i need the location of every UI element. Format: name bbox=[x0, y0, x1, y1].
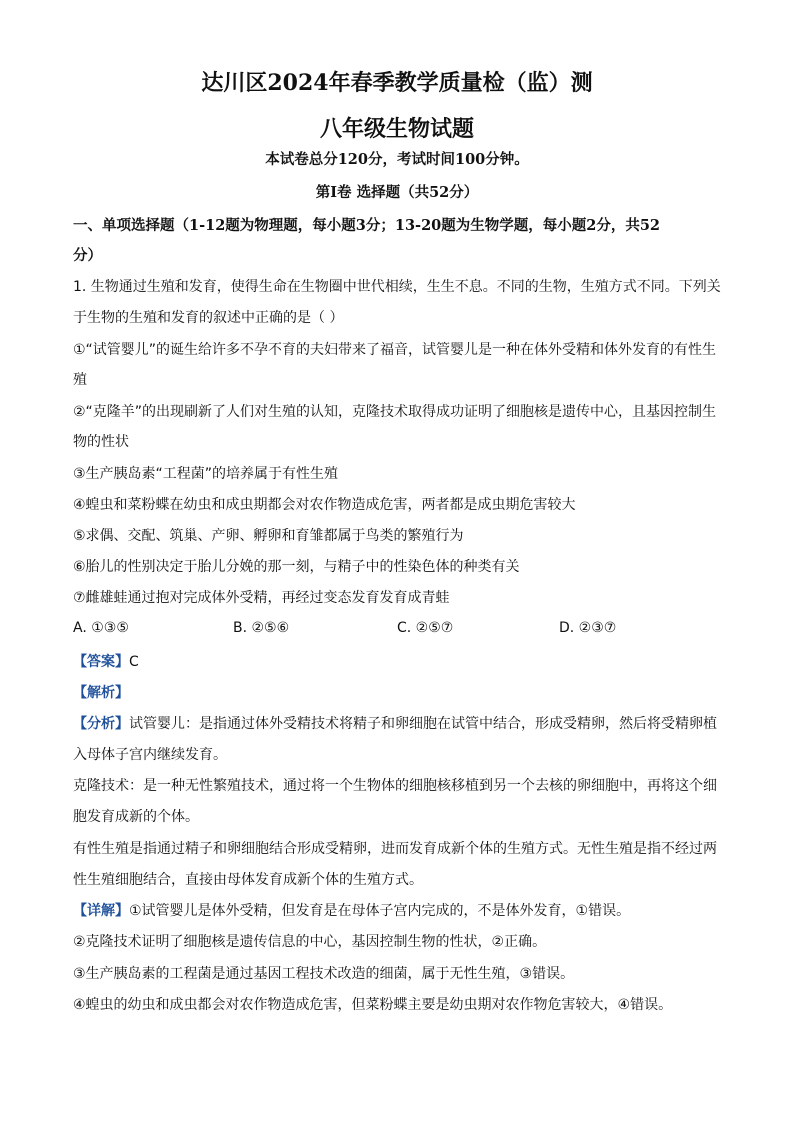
statement-2: ②“克隆羊”的出现刷新了人们对生殖的认知，克隆技术取得成功证明了细胞核是遗传中心，且基因控制生 bbox=[73, 404, 717, 420]
fenxi-text-cont: 入母体子宫内继续发育。 bbox=[73, 747, 227, 763]
statement-7: ⑦雌雄蛙通过抱对完成体外受精，再经过变态发育发育成青蛙 bbox=[73, 590, 450, 606]
option-d: D. ②③⑦ bbox=[559, 620, 617, 636]
statement-1: ①“试管婴儿”的诞生给许多不孕不育的夫妇带来了福音，试管婴儿是一种在体外受精和体外发育的有性生 bbox=[73, 342, 717, 358]
section-heading-cont: 分） bbox=[73, 247, 102, 264]
exam-title: 达川区2024年春季教学质量检（监）测 bbox=[201, 70, 593, 96]
detail-2: ②克隆技术证明了细胞核是遗传信息的中心，基因控制生物的性状，②正确。 bbox=[73, 934, 547, 950]
option-b: B. ②⑤⑥ bbox=[233, 620, 290, 636]
analysis-line bbox=[73, 682, 129, 702]
question-stem-cont: 于生物的生殖和发育的叙述中正确的是（ ） bbox=[73, 310, 344, 326]
exam-info: 本试卷总分120分，考试时间100分钟。 bbox=[265, 151, 529, 168]
statement-5: ⑤求偶、交配、筑巢、产卵、孵卵和育雏都属于鸟类的繁殖行为 bbox=[73, 528, 464, 544]
reproduction-text-cont: 性生殖细胞结合，直接由母体发育成新个体的生殖方式。 bbox=[73, 872, 423, 888]
detail-3: ③生产胰岛素的工程菌是通过基因工程技术改造的细菌，属于无性生殖，③错误。 bbox=[73, 966, 575, 982]
option-c: C. ②⑤⑦ bbox=[397, 620, 454, 636]
fenxi-line bbox=[73, 713, 717, 733]
statement-3: ③生产胰岛素“工程菌”的培养属于有性生殖 bbox=[73, 466, 339, 482]
statement-4: ④蝗虫和菜粉蝶在幼虫和成虫期都会对农作物造成危害，两者都是成虫期危害较大 bbox=[73, 497, 576, 513]
fenxi-label: 【分析】 bbox=[73, 716, 129, 732]
option-a: A. ①③⑤ bbox=[73, 620, 129, 636]
analysis-label: 【解析】 bbox=[73, 685, 129, 701]
detail-1: ①试管婴儿是体外受精，但发育是在母体子宫内完成的，不是体外发育，①错误。 bbox=[129, 903, 631, 919]
section-heading: 一、单项选择题（1-12题为物理题，每小题3分；13-20题为生物学题，每小题2分，共52 bbox=[73, 217, 661, 234]
fenxi-text: 试管婴儿：是指通过体外受精技术将精子和卵细胞在试管中结合，形成受精卵，然后将受精卵植 bbox=[129, 716, 717, 732]
statement-6: ⑥胎儿的性别决定于胎儿分娩的那一刻，与精子中的性染色体的种类有关 bbox=[73, 559, 520, 575]
answer-label: 【答案】 bbox=[73, 654, 129, 670]
detail-label: 【详解】 bbox=[73, 903, 129, 919]
answer-value: C bbox=[129, 654, 139, 670]
volume-heading: 第Ⅰ卷 选择题（共52分） bbox=[315, 184, 479, 201]
detail-line bbox=[73, 900, 630, 920]
question-stem: 1. 生物通过生殖和发育，使得生命在生物圈中世代相续，生生不息。不同的生物，生殖方式不同。下列关 bbox=[73, 279, 721, 295]
answer-line bbox=[73, 651, 139, 671]
statement-1-cont: 殖 bbox=[73, 372, 87, 388]
exam-subtitle: 八年级生物试题 bbox=[319, 116, 474, 142]
clone-text-cont: 胞发育成新的个体。 bbox=[73, 809, 199, 825]
reproduction-text: 有性生殖是指通过精子和卵细胞结合形成受精卵，进而发育成新个体的生殖方式。无性生殖是指不经过两 bbox=[73, 841, 717, 857]
clone-text: 克隆技术：是一种无性繁殖技术，通过将一个生物体的细胞核移植到另一个去核的卵细胞中，再将这个细 bbox=[73, 778, 717, 794]
statement-2-cont: 物的性状 bbox=[73, 434, 129, 450]
detail-4: ④蝗虫的幼虫和成虫都会对农作物造成危害，但菜粉蝶主要是幼虫期对农作物危害较大，④错误。 bbox=[73, 997, 673, 1013]
